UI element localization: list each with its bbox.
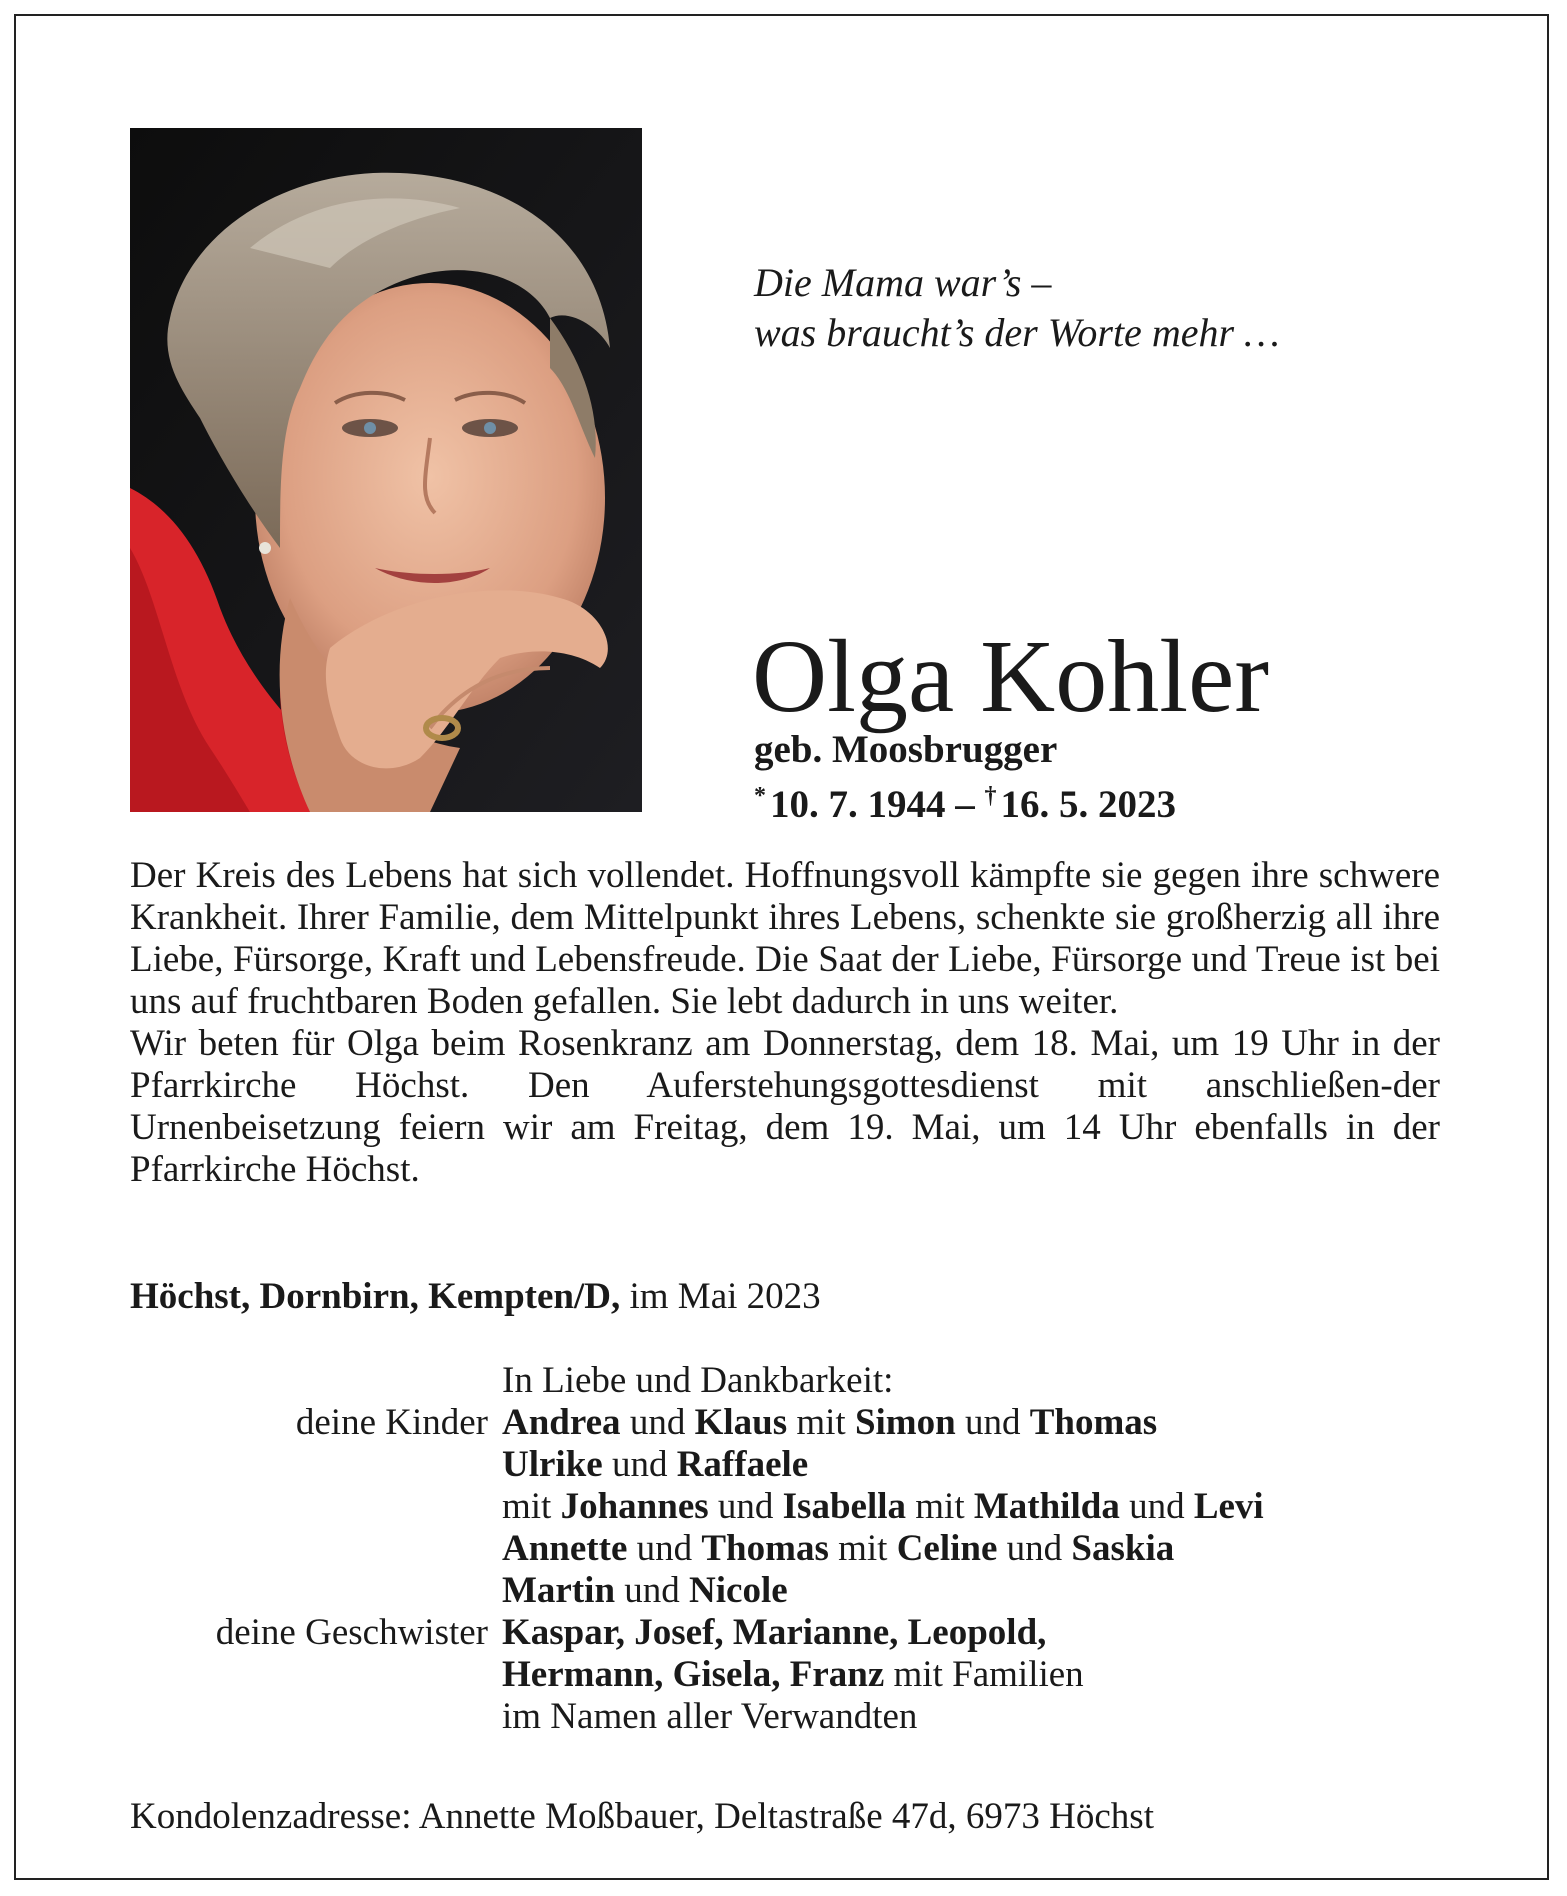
- kinder-row-4: [130, 1528, 1450, 1570]
- deceased-name: Olga Kohler: [752, 619, 1269, 734]
- mourner-name: Klaus: [694, 1402, 788, 1443]
- connector: mit Familien: [893, 1654, 1084, 1695]
- mourner-name: Martin: [502, 1570, 616, 1611]
- portrait-photo: [130, 128, 642, 812]
- mourner-name: Thomas: [701, 1528, 829, 1569]
- place-and-date: [130, 1276, 821, 1318]
- death-date: 16. 5. 2023: [1000, 783, 1176, 826]
- signoff-intro-row: [130, 1360, 1450, 1402]
- connector: mit: [796, 1402, 846, 1443]
- motto-line-2: was braucht’s der Worte mehr …: [754, 310, 1280, 355]
- geschwister-row-1: [130, 1612, 1450, 1654]
- connector: und: [611, 1444, 668, 1485]
- connector: und: [629, 1402, 686, 1443]
- life-dates: [754, 774, 1176, 827]
- mourner-name: Raffaele: [676, 1444, 809, 1485]
- mourner-name: Mathilda: [973, 1486, 1120, 1527]
- mourner-name: Ulrike: [502, 1444, 603, 1485]
- date-separator: –: [955, 783, 975, 826]
- kinder-row-1: [130, 1402, 1450, 1444]
- connector: mit: [915, 1486, 965, 1527]
- death-symbol: †: [984, 783, 997, 809]
- mourner-name: Thomas: [1029, 1402, 1158, 1443]
- connector: und: [1129, 1486, 1185, 1527]
- connector: und: [1006, 1528, 1063, 1569]
- connector: mit: [502, 1486, 552, 1527]
- geschwister-row-2: [130, 1654, 1450, 1696]
- connector: mit: [838, 1528, 888, 1569]
- connector: und: [964, 1402, 1021, 1443]
- mourner-name: Kaspar, Josef, Marianne, Leopold,: [502, 1612, 1047, 1653]
- relatives-row: [130, 1696, 1450, 1738]
- birth-date: 10. 7. 1944: [770, 783, 946, 826]
- mourner-name: Nicole: [689, 1570, 788, 1611]
- mourner-name: Isabella: [782, 1486, 907, 1527]
- geschwister-label: deine Geschwister: [215, 1612, 488, 1653]
- mourner-name: Celine: [896, 1528, 998, 1569]
- signoff-intro: In Liebe und Dankbarkeit:: [502, 1360, 894, 1401]
- mourner-name: Simon: [854, 1402, 956, 1443]
- text-paragraph-1: Der Kreis des Lebens hat sich vollendet. Hoffnungsvoll kämpfte sie gegen ihre schwere Krankheit. Ihrer Familie, dem Mittelpunkt ihres Lebens, schenkte sie großherzig all ihre Liebe, Fürsorge, Kraft und Lebensfreude. Die Saat der Liebe, Fürsorge und Treue ist bei uns auf fruchtbaren Boden gefallen. Sie lebt dadurch in uns weiter.: [130, 855, 1440, 1022]
- kinder-row-3: [130, 1486, 1450, 1528]
- mourners-list: [130, 1360, 1450, 1738]
- mourner-name: Saskia: [1071, 1528, 1175, 1569]
- connector: und: [624, 1570, 680, 1611]
- obituary-text: [130, 855, 1440, 1191]
- connector: und: [636, 1528, 693, 1569]
- mourner-name: Annette: [502, 1528, 628, 1569]
- birth-symbol: *: [754, 783, 766, 809]
- kinder-row-2: [130, 1444, 1450, 1486]
- mourner-name: Andrea: [502, 1402, 621, 1443]
- relatives-line: im Namen aller Verwandten: [502, 1696, 918, 1737]
- mourner-name: Hermann, Gisela, Franz: [502, 1654, 885, 1695]
- kinder-row-5: [130, 1570, 1450, 1612]
- condolence-address: Kondolenzadresse: Annette Moßbauer, Deltastraße 47d, 6973 Höchst: [130, 1796, 1154, 1837]
- text-paragraph-2: Wir beten für Olga beim Rosenkranz am Donnerstag, dem 18. Mai, um 19 Uhr in der Pfarrkirche Höchst. Den Auferstehungsgottesdienst mit anschließen-der Urnenbeisetzung feiern wir am Freitag, dem 19. Mai, um 14 Uhr ebenfalls in der Pfarrkirche Höchst.: [130, 1023, 1440, 1190]
- motto-line-1: Die Mama war’s –: [754, 260, 1052, 305]
- place-date: im Mai 2023: [629, 1276, 821, 1317]
- kinder-label: deine Kinder: [295, 1402, 488, 1443]
- place-locations: Höchst, Dornbirn, Kempten/D,: [130, 1276, 621, 1317]
- mourner-name: Levi: [1193, 1486, 1264, 1527]
- connector: und: [717, 1486, 774, 1527]
- portrait-illustration: [130, 128, 642, 812]
- birth-name: geb. Moosbrugger: [754, 728, 1058, 771]
- mourner-name: Johannes: [560, 1486, 709, 1527]
- motto-quote: [754, 258, 1280, 358]
